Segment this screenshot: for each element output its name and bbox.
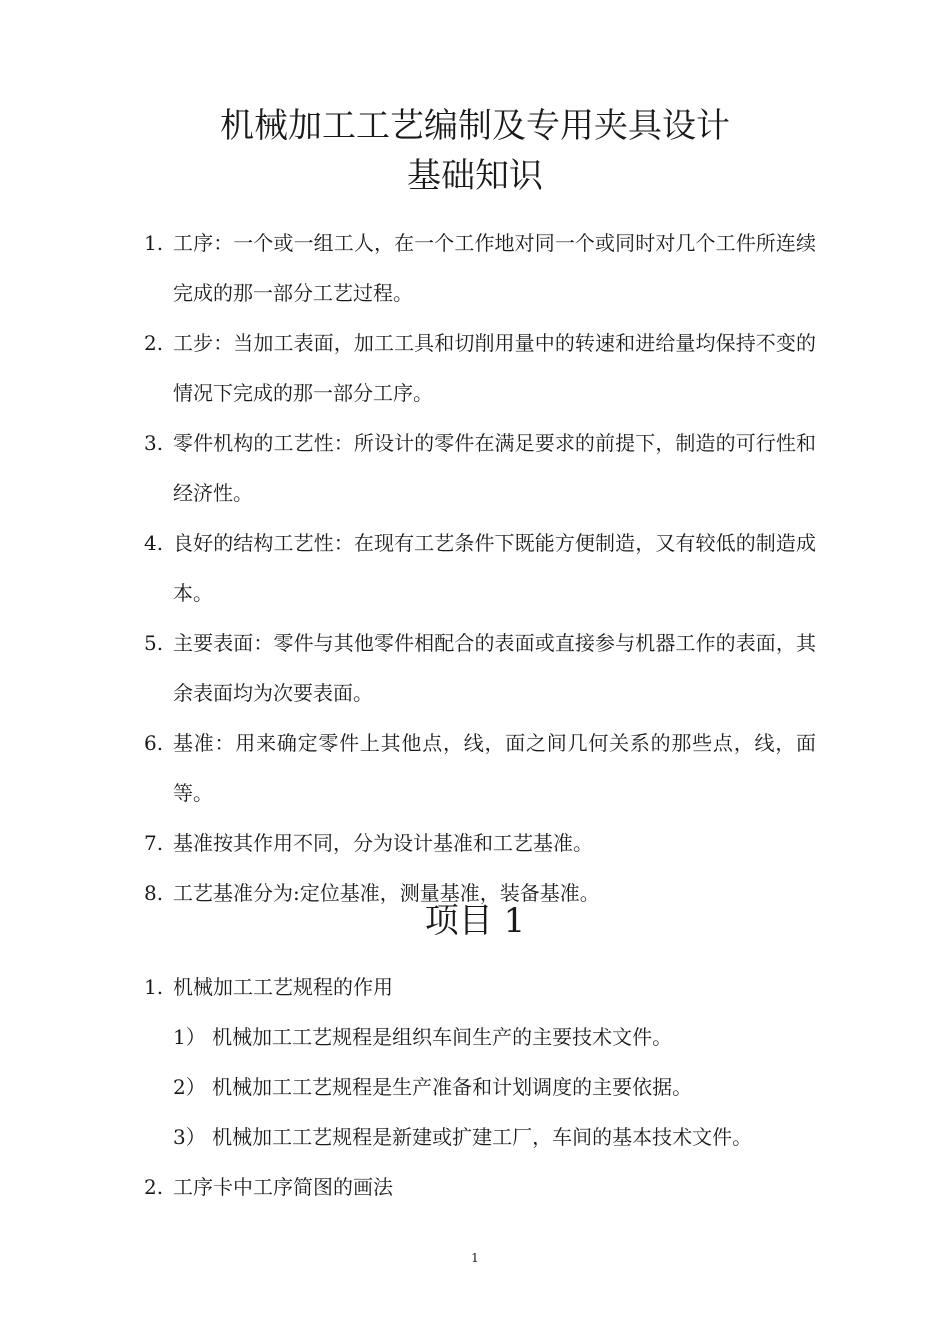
list-item-number: 7. <box>144 831 164 855</box>
sub-list-item: 3） 机械加工工艺规程是新建或扩建工厂，车间的基本技术文件。 <box>173 1125 753 1149</box>
list-item-number: 1. <box>144 231 164 255</box>
list-item-text: 基准按其作用不同，分为设计基准和工艺基准。 <box>173 831 593 855</box>
list-item-number: 2. <box>144 331 164 355</box>
list-item-number: 3. <box>144 431 164 455</box>
basics-list <box>144 218 816 918</box>
list-item-number: 2. <box>144 1175 164 1199</box>
sub-list-item: 2） 机械加工工艺规程是生产准备和计划调度的主要依据。 <box>173 1075 693 1099</box>
list-item-text: 基准：用来确定零件上其他点，线，面之间几何关系的那些点，线，面等。 <box>173 731 816 805</box>
list-item <box>144 962 816 1012</box>
list-item-number: 1. <box>144 975 164 999</box>
list-item <box>144 518 816 618</box>
list-item <box>144 218 816 318</box>
list-item <box>144 418 816 518</box>
section-title-basics: 基础知识 <box>407 156 543 196</box>
list-item-text: 工序卡中工序简图的画法 <box>173 1175 393 1199</box>
section-title-project: 项目 1 <box>424 901 526 941</box>
list-item <box>144 818 816 868</box>
list-item-number: 4. <box>144 531 164 555</box>
sub-list-item: 1） 机械加工工艺规程是组织车间生产的主要技术文件。 <box>173 1025 673 1049</box>
list-item <box>144 718 816 818</box>
list-item-text: 机械加工工艺规程的作用 <box>173 975 393 999</box>
list-item-text: 工序：一个或一组工人，在一个工作地对同一个或同时对几个工件所连续完成的那一部分工艺过程。 <box>173 231 816 305</box>
page-number: 1 <box>471 1251 479 1265</box>
list-item-text: 工步：当加工表面，加工工具和切削用量中的转速和进给量均保持不变的情况下完成的那一部分工序。 <box>173 331 816 405</box>
list-item-text: 工艺基准分为:定位基准，测量基准，装备基准。 <box>173 881 600 905</box>
project-list <box>144 962 816 1212</box>
list-item <box>144 318 816 418</box>
list-item-number: 6. <box>144 731 164 755</box>
list-item-number: 8. <box>144 881 164 905</box>
list-item-text: 主要表面：零件与其他零件相配合的表面或直接参与机器工作的表面，其余表面均为次要表面。 <box>173 631 816 705</box>
list-item-text: 良好的结构工艺性：在现有工艺条件下既能方便制造，又有较低的制造成本。 <box>173 531 816 605</box>
document-title: 机械加工工艺编制及专用夹具设计 <box>220 106 730 146</box>
list-item-text: 零件机构的工艺性：所设计的零件在满足要求的前提下，制造的可行性和经济性。 <box>173 431 816 505</box>
list-item-number: 5. <box>144 631 164 655</box>
list-item <box>144 618 816 718</box>
list-item <box>144 1162 816 1212</box>
